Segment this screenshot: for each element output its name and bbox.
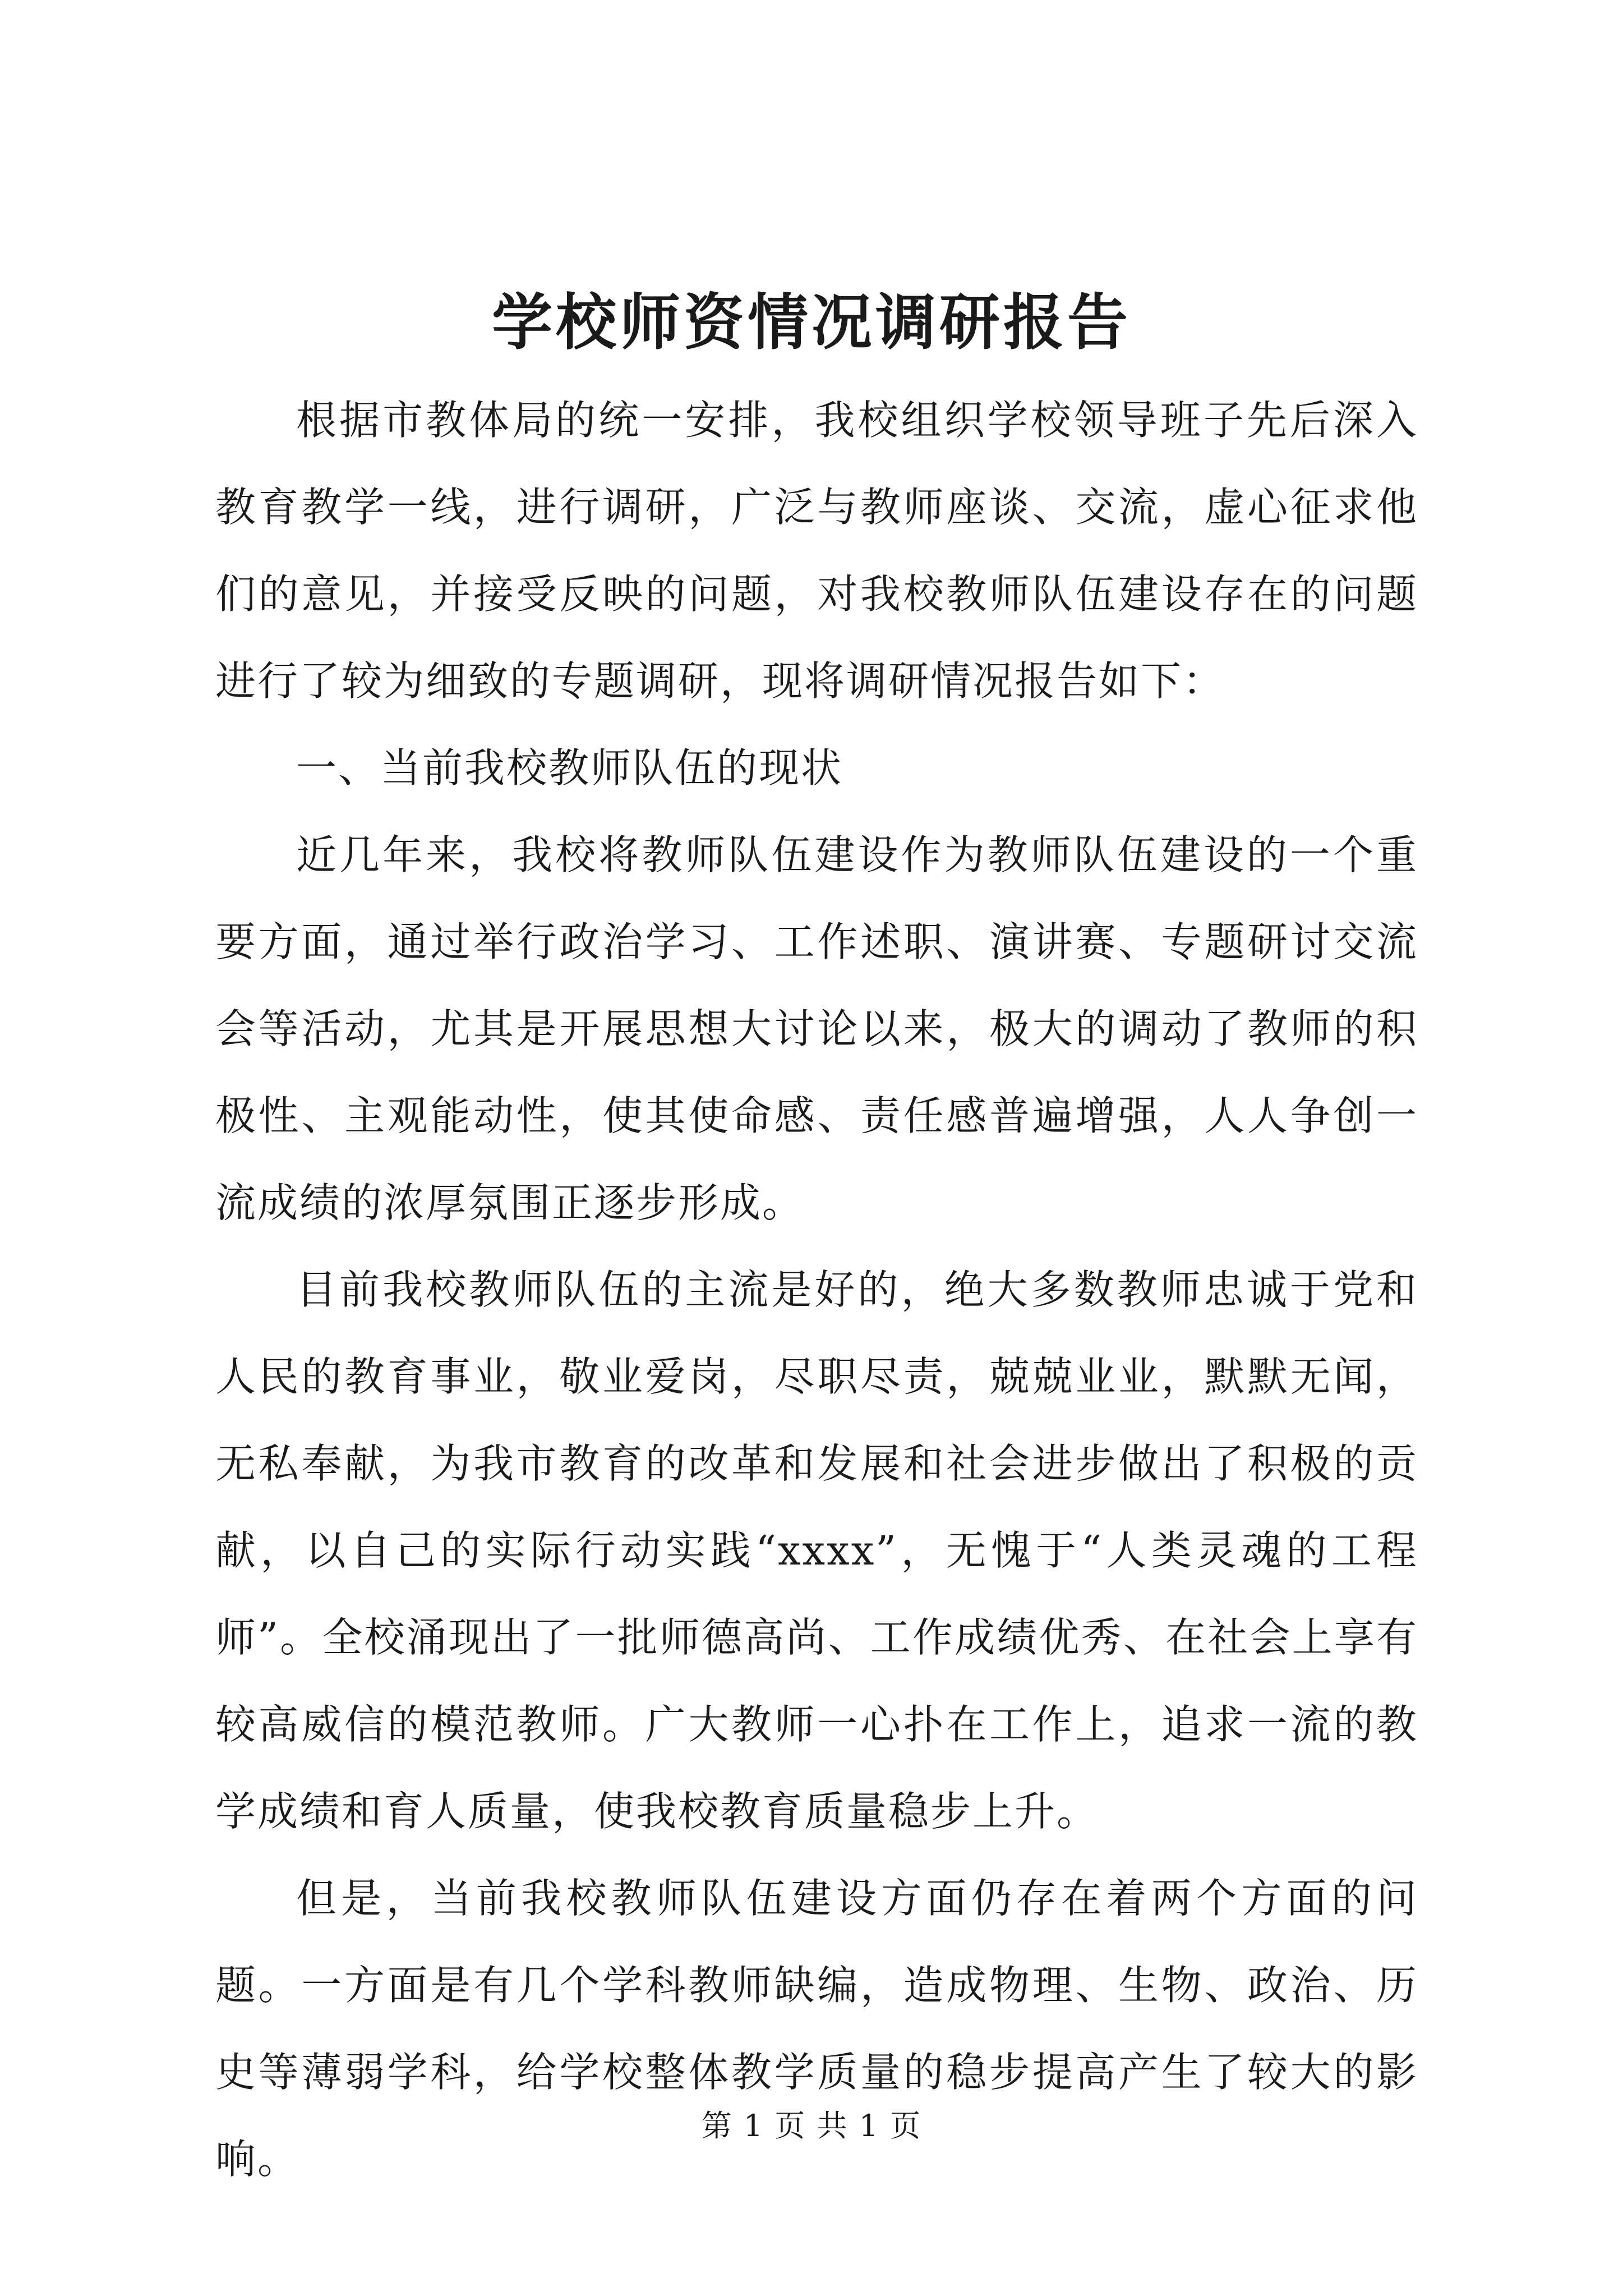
section-heading-1: 一、当前我校教师队伍的现状 <box>296 744 843 792</box>
intro-paragraph: 根据市教体局的统一安排，我校组织学校领导班子先后深入教育教学一线，进行调研，广泛与教师座谈、交流，虚心征求他们的意见，并接受反映的问题，对我校教师队伍建设存在的问题进行了较为细致的专题调研，现将调研情况报告如下： <box>215 397 1418 705</box>
document-body <box>215 377 1418 2203</box>
body-paragraph-3: 但是，当前我校教师队伍建设方面仍存在着两个方面的问题。一方面是有几个学科教师缺编，造成物理、生物、政治、历史等薄弱学科，给学校整体教学质量的稳步提高产生了较大的影响。 <box>215 1875 1418 2183</box>
document-title: 学校师资情况调研报告 <box>491 287 1131 358</box>
page-footer: 第 1 页 共 1 页 <box>701 2108 922 2143</box>
body-paragraph-2: 目前我校教师队伍的主流是好的，绝大多数教师忠诚于党和人民的教育事业，敬业爱岗，尽职尽责，兢兢业业，默默无闻，无私奉献，为我市教育的改革和发展和社会进步做出了积极的贡献，以自己的实际行动实践“xxxx”，无愧于“人类灵魂的工程师”。全校涌现出了一批师德高尚、工作成绩优秀、在社会上享有较高威信的模范教师。广大教师一心扑在工作上，追求一流的教学成绩和育人质量，使我校教育质量稳步上升。 <box>215 1266 1418 1835</box>
body-paragraph-1: 近几年来，我校将教师队伍建设作为教师队伍建设的一个重要方面，通过举行政治学习、工作述职、演讲赛、专题研讨交流会等活动，尤其是开展思想大讨论以来，极大的调动了教师的积极性、主观能动性，使其使命感、责任感普遍增强，人人争创一流成绩的浓厚氛围正逐步形成。 <box>215 831 1418 1226</box>
